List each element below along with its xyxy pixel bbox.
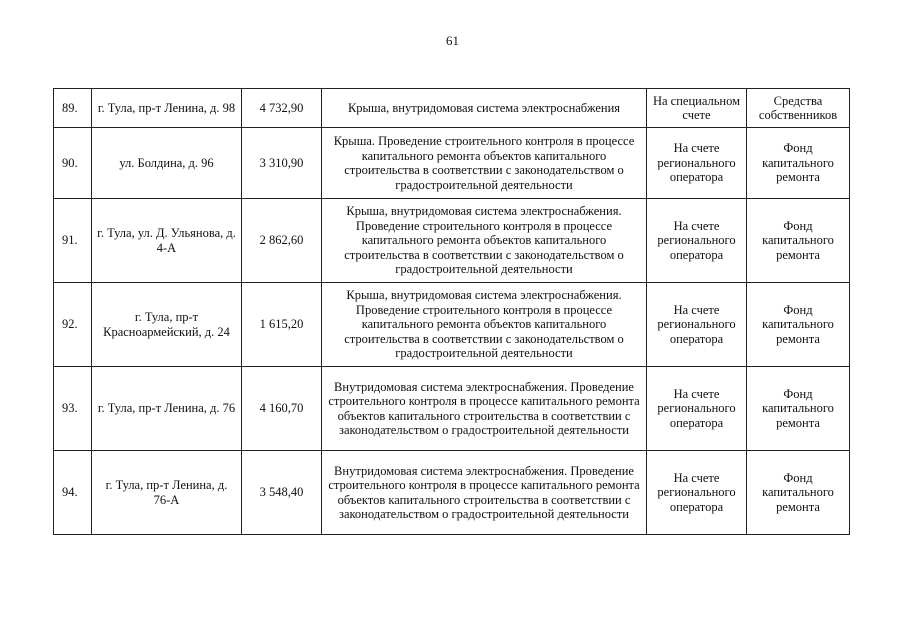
row-number: 91.: [54, 199, 92, 283]
table-row: [54, 451, 850, 535]
account-cell: На счете регионального оператора: [647, 451, 747, 535]
area-cell: 2 862,60: [242, 199, 322, 283]
row-number: 89.: [54, 89, 92, 128]
funding-source-cell: Фонд капитального ремонта: [747, 367, 850, 451]
account-cell: На счете регионального оператора: [647, 283, 747, 367]
funding-source-cell: Фонд капитального ремонта: [747, 128, 850, 199]
works-cell: Крыша, внутридомовая система электроснабжения: [322, 89, 647, 128]
address-cell: г. Тула, пр-т Ленина, д. 98: [92, 89, 242, 128]
table-row: [54, 128, 850, 199]
funding-source-cell: Средства собственников: [747, 89, 850, 128]
row-number: 94.: [54, 451, 92, 535]
funding-source-cell: Фонд капитального ремонта: [747, 199, 850, 283]
works-cell: Внутридомовая система электроснабжения. Проведение строительного контроля в процессе капитального ремонта объектов капитального строительства в соответствии с законодательством о градостроительной деятельности: [322, 451, 647, 535]
address-cell: г. Тула, пр-т Ленина, д. 76: [92, 367, 242, 451]
account-cell: На счете регионального оператора: [647, 199, 747, 283]
address-cell: г. Тула, пр-т Красноармейский, д. 24: [92, 283, 242, 367]
page-number: 61: [446, 33, 459, 48]
works-cell: Крыша, внутридомовая система электроснабжения. Проведение строительного контроля в процессе капитального ремонта объектов капитального строительства в соответствии с законодательством о градостроительной деятельности: [322, 283, 647, 367]
works-cell: Крыша. Проведение строительного контроля в процессе капитального ремонта объектов капитального строительства в соответствии с законодательством о градостроительной деятельности: [322, 128, 647, 199]
area-cell: 4 160,70: [242, 367, 322, 451]
area-cell: 4 732,90: [242, 89, 322, 128]
table-row: [54, 89, 850, 128]
area-cell: 3 310,90: [242, 128, 322, 199]
funding-source-cell: Фонд капитального ремонта: [747, 451, 850, 535]
account-cell: На специальном счете: [647, 89, 747, 128]
works-cell: Внутридомовая система электроснабжения. Проведение строительного контроля в процессе капитального ремонта объектов капитального строительства в соответствии с законодательством о градостроительной деятельности: [322, 367, 647, 451]
row-number: 90.: [54, 128, 92, 199]
table-row: [54, 367, 850, 451]
row-number: 93.: [54, 367, 92, 451]
address-cell: г. Тула, пр-т Ленина, д. 76-А: [92, 451, 242, 535]
table-row: [54, 283, 850, 367]
account-cell: На счете регионального оператора: [647, 128, 747, 199]
buildings-table: [53, 88, 850, 535]
area-cell: 3 548,40: [242, 451, 322, 535]
address-cell: г. Тула, ул. Д. Ульянова, д. 4-А: [92, 199, 242, 283]
funding-source-cell: Фонд капитального ремонта: [747, 283, 850, 367]
account-cell: На счете регионального оператора: [647, 367, 747, 451]
works-cell: Крыша, внутридомовая система электроснабжения. Проведение строительного контроля в процессе капитального ремонта объектов капитального строительства в соответствии с законодательством о градостроительной деятельности: [322, 199, 647, 283]
address-cell: ул. Болдина, д. 96: [92, 128, 242, 199]
area-cell: 1 615,20: [242, 283, 322, 367]
table-row: [54, 199, 850, 283]
row-number: 92.: [54, 283, 92, 367]
